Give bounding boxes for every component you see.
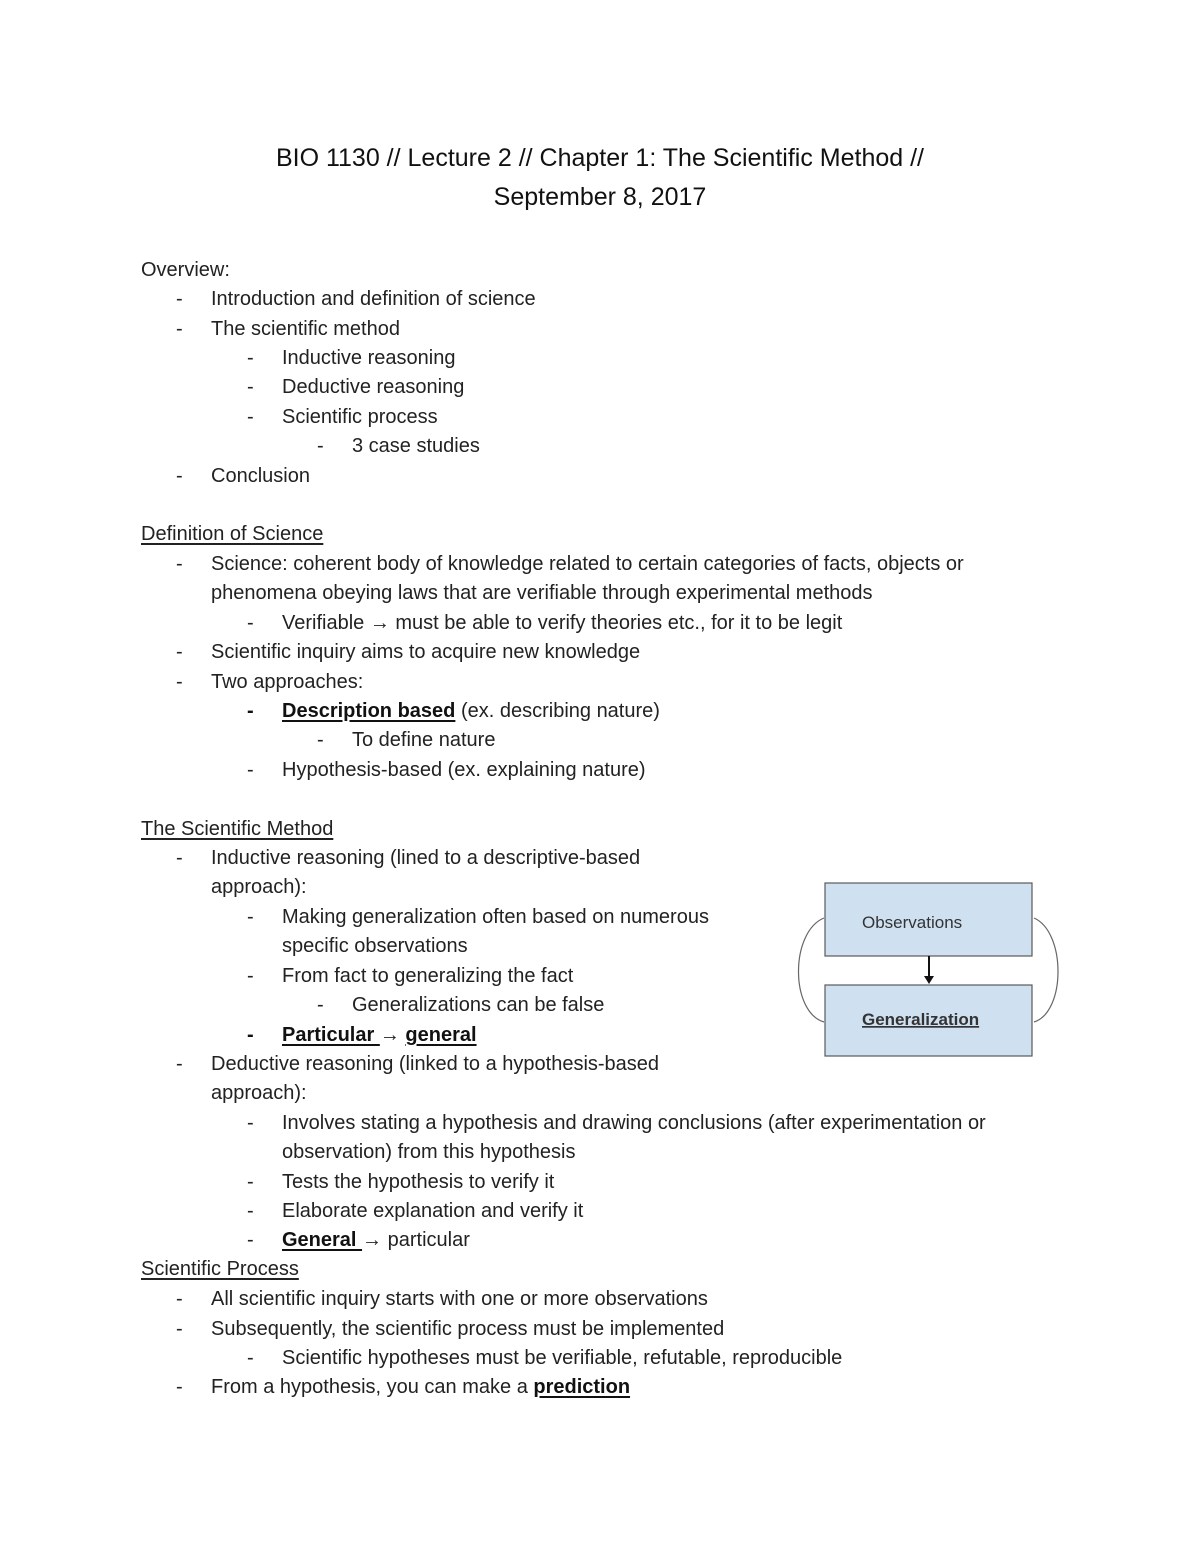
document-title-line2: September 8, 2017: [493, 183, 707, 211]
generalization-label: Generalization: [862, 1010, 980, 1029]
down-arrow-icon: [924, 976, 934, 984]
observation-generalization-diagram: [790, 872, 1070, 1068]
general-term-2: General: [282, 1229, 363, 1251]
observations-label: Observations: [862, 913, 963, 932]
prediction-term: prediction: [533, 1376, 631, 1398]
description-based-term: Description based: [282, 700, 456, 722]
arrow-icon: →: [379, 1024, 400, 1046]
document-title-line1: BIO 1130 // Lecture 2 // Chapter 1: The Scientific Method //: [275, 144, 925, 172]
general-term: general: [405, 1024, 477, 1046]
particular-term: Particular: [282, 1024, 380, 1046]
right-loop-connector: [1034, 918, 1058, 1022]
left-loop-connector: [799, 918, 825, 1022]
